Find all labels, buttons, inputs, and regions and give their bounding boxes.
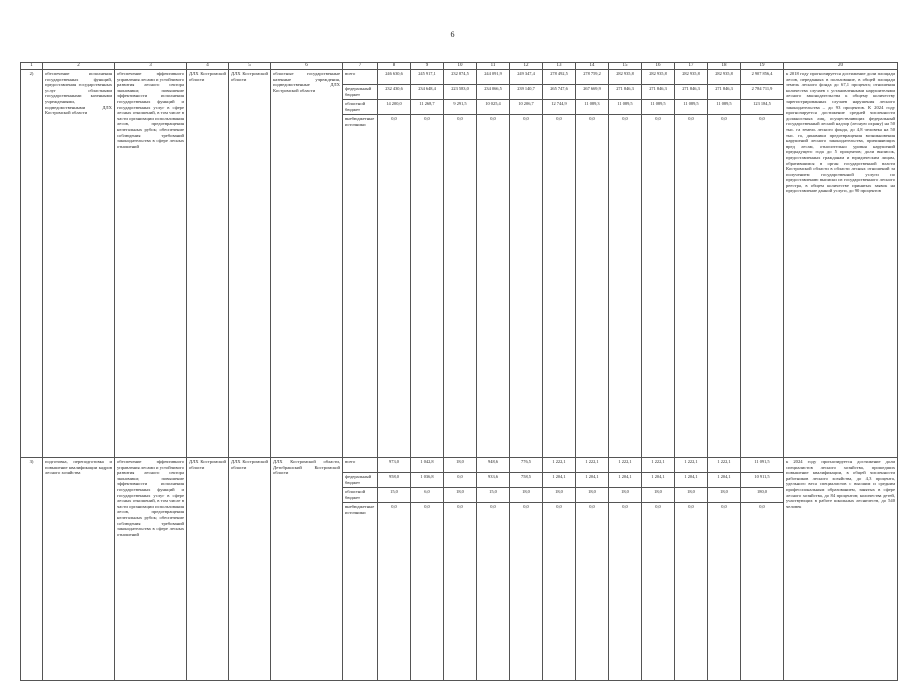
funding-value: 234 066,5 bbox=[477, 85, 510, 100]
column-number: 16 bbox=[642, 63, 675, 70]
funding-value: 776,5 bbox=[510, 458, 543, 473]
funding-value: 958,0 bbox=[378, 473, 411, 488]
funding-value: 1 204,1 bbox=[543, 473, 576, 488]
column-number: 12 bbox=[510, 63, 543, 70]
funding-value: 1 042,8 bbox=[411, 458, 444, 473]
funding-value: 14 200,0 bbox=[378, 100, 411, 115]
funding-source: внебюджетные источники bbox=[343, 115, 378, 458]
program-table bbox=[20, 62, 898, 681]
funding-value: 11 091,5 bbox=[741, 458, 784, 473]
funding-value: 0,0 bbox=[675, 503, 708, 681]
funding-source: всего bbox=[343, 458, 378, 473]
funding-value: 0,0 bbox=[477, 115, 510, 458]
funding-value: 18,0 bbox=[708, 488, 741, 503]
funding-value: 0,0 bbox=[609, 503, 642, 681]
measure-goal: обеспечение эффективного управления лесами и устойчивого развития лесного сектора экономики; повышение эффективности исполнения государственных функций и государственных услуг в сфере лесных отношений, в том числе в части организации использования лесов, предотвращения нелегальных рубок; обеспечение соблюдения требований законодательства в сфере лесных отношений bbox=[115, 458, 187, 681]
funding-value: 11 089,5 bbox=[708, 100, 741, 115]
funding-value: 1 204,1 bbox=[708, 473, 741, 488]
funding-value: 15,0 bbox=[378, 488, 411, 503]
column-number: 7 bbox=[343, 63, 378, 70]
funding-value: 278 759,2 bbox=[576, 70, 609, 85]
funding-source: федеральный бюджет bbox=[343, 85, 378, 100]
column-number: 3 bbox=[115, 63, 187, 70]
funding-value: 9 291,5 bbox=[444, 100, 477, 115]
funding-value: 0,0 bbox=[543, 503, 576, 681]
column-number: 4 bbox=[187, 63, 229, 70]
page-number: 6 bbox=[450, 30, 455, 39]
funding-value: 180,0 bbox=[741, 488, 784, 503]
funding-value: 18,0 bbox=[543, 488, 576, 503]
funding-value: 0,0 bbox=[510, 503, 543, 681]
funding-value: 11 089,5 bbox=[609, 100, 642, 115]
column-number: 9 bbox=[411, 63, 444, 70]
funding-value: 1 222,1 bbox=[576, 458, 609, 473]
measure-goal: обеспечение эффективного управления лесами и устойчивого развития лесного сектора экономики; повышение эффективности исполнения государственных функций и государственных услуг в сфере лесных отношений, в том числе в части организации использования лесов, предотвращения нелегальных рубок; обеспечение соблюдения требований законодательства в сфере лесных отношений bbox=[115, 70, 187, 458]
row-number: 3) bbox=[21, 458, 43, 681]
funding-value: 244 091,9 bbox=[477, 70, 510, 85]
funding-source: всего bbox=[343, 70, 378, 85]
funding-value: 1 204,1 bbox=[609, 473, 642, 488]
funding-value: 0,0 bbox=[576, 503, 609, 681]
funding-value: 11 089,5 bbox=[675, 100, 708, 115]
funding-value: 1 204,1 bbox=[642, 473, 675, 488]
funding-value: 0,0 bbox=[741, 115, 784, 458]
funding-value: 232 874,5 bbox=[444, 70, 477, 85]
funding-value: 2 784 711,9 bbox=[741, 85, 784, 100]
column-number: 15 bbox=[609, 63, 642, 70]
funding-value: 0,0 bbox=[741, 503, 784, 681]
funding-value: 0,0 bbox=[411, 115, 444, 458]
funding-value: 11 089,3 bbox=[576, 100, 609, 115]
funding-value: 0,0 bbox=[444, 473, 477, 488]
funding-source: внебюджетные источники bbox=[343, 503, 378, 681]
column-number: 1 bbox=[21, 63, 43, 70]
funding-value: 18,0 bbox=[642, 488, 675, 503]
column-number: 13 bbox=[543, 63, 576, 70]
funding-value: 1 222,1 bbox=[609, 458, 642, 473]
funding-value: 0,0 bbox=[477, 503, 510, 681]
state-customer: ДЛХ Костромской области bbox=[187, 70, 229, 458]
funding-value: 18,0 bbox=[609, 488, 642, 503]
funding-value: 282 935,8 bbox=[675, 70, 708, 85]
column-number: 8 bbox=[378, 63, 411, 70]
funding-value: 249 347,4 bbox=[510, 70, 543, 85]
responsible-executor: ДЛХ Костромской области bbox=[229, 70, 271, 458]
funding-value: 18,0 bbox=[675, 488, 708, 503]
funding-value: 758,5 bbox=[510, 473, 543, 488]
funding-value: 1 204,1 bbox=[576, 473, 609, 488]
funding-value: 2 907 856,4 bbox=[741, 70, 784, 85]
funding-value: 0,0 bbox=[642, 115, 675, 458]
responsible-executor: ДЛХ Костромской области bbox=[229, 458, 271, 681]
funding-value: 6,0 bbox=[411, 488, 444, 503]
funding-value: 0,0 bbox=[642, 503, 675, 681]
expected-result: к 2024 году прогнозируется достижение доли специалистов лесного хозяйства, прошедших повышение квалификации, в общей численности работников лесного хозяйства, до 4,3 процента, удельного веса специалистов с высшим и средним профессиональным образованием, занятых в сфере лесного хозяйства, до 84 процентов; количества детей, участвующих в работе школьных лесничеств, до 540 человек bbox=[784, 458, 898, 681]
funding-value: 11 089,5 bbox=[642, 100, 675, 115]
funding-value: 1 222,1 bbox=[543, 458, 576, 473]
funding-value: 10 911,5 bbox=[741, 473, 784, 488]
funding-value: 282 935,8 bbox=[609, 70, 642, 85]
funding-value: 0,0 bbox=[675, 115, 708, 458]
funding-value: 1 204,1 bbox=[675, 473, 708, 488]
column-number: 17 bbox=[675, 63, 708, 70]
measure-name: обеспечение исполнения государственных функций, предоставления государственных услуг областными государственными казенными учреждениями, подведомственными ДЛХ Костромской области bbox=[43, 70, 115, 458]
column-number-row bbox=[21, 63, 898, 70]
funding-value: 271 846,3 bbox=[609, 85, 642, 100]
column-number: 18 bbox=[708, 63, 741, 70]
funding-source: областной бюджет bbox=[343, 100, 378, 115]
participants: областные государственные казенные учреждения, подведомственные ДЛХ Костромской области bbox=[271, 70, 343, 458]
funding-value: 10 025,4 bbox=[477, 100, 510, 115]
funding-value: 18,0 bbox=[576, 488, 609, 503]
column-number: 6 bbox=[271, 63, 343, 70]
row-number: 2) bbox=[21, 70, 43, 458]
funding-value: 0,0 bbox=[444, 115, 477, 458]
funding-value: 18,0 bbox=[444, 458, 477, 473]
expected-result: к 2018 году прогнозируется достижение доли площади лесов, переданных в пользование, в общей площади земель лесного фонда до 67,1 процента; отношения количества случаев с установленными нарушителями лесного законодательства к общему количеству зарегистрированных случаев нарушения лесного законодательства – до 93 процентов. К 2024 году прогнозируется достижение средней численности должностных лиц, осуществляющих федеральный государственный лесной надзор (лесную охрану) на 50 тыс. га земель лесного фонда, до 4,8 человека на 50 тыс. га, динамики предотвращения возникновения нарушений лесного законодательства, причиняющих вред лесам, относительно уровня нарушений предыдущего года до 5 процентов; доли выписок, предоставленных гражданам и юридическим лицам, обратившимся в орган государственной власти Костромской области в области лесных отношений за получением государственной услуги по предоставлению выписки из государственного лесного реестра, в общем количестве принятых заявок на предоставление данной услуги, до 90 процентов bbox=[784, 70, 898, 458]
funding-source: федеральный бюджет bbox=[343, 473, 378, 488]
funding-value: 10 206,7 bbox=[510, 100, 543, 115]
funding-value: 1 222,1 bbox=[675, 458, 708, 473]
funding-value: 1 222,1 bbox=[642, 458, 675, 473]
funding-value: 933,6 bbox=[477, 473, 510, 488]
funding-value: 0,0 bbox=[510, 115, 543, 458]
funding-value: 12 744,9 bbox=[543, 100, 576, 115]
funding-value: 18,0 bbox=[510, 488, 543, 503]
funding-value: 0,0 bbox=[576, 115, 609, 458]
column-number: 14 bbox=[576, 63, 609, 70]
funding-value: 223 583,0 bbox=[444, 85, 477, 100]
state-customer: ДЛХ Костромской области bbox=[187, 458, 229, 681]
table-row bbox=[21, 70, 898, 85]
funding-value: 0,0 bbox=[378, 115, 411, 458]
funding-value: 15,0 bbox=[477, 488, 510, 503]
funding-value: 271 846,3 bbox=[708, 85, 741, 100]
funding-value: 948,6 bbox=[477, 458, 510, 473]
column-number: 10 bbox=[444, 63, 477, 70]
funding-value: 239 140,7 bbox=[510, 85, 543, 100]
column-number: 5 bbox=[229, 63, 271, 70]
funding-value: 11 268,7 bbox=[411, 100, 444, 115]
funding-value: 0,0 bbox=[708, 115, 741, 458]
funding-value: 246 630,6 bbox=[378, 70, 411, 85]
funding-value: 265 747,6 bbox=[543, 85, 576, 100]
funding-value: 267 669,9 bbox=[576, 85, 609, 100]
measure-name: подготовка, переподготовка и повышение квалификации кадров лесного хозяйства bbox=[43, 458, 115, 681]
funding-value: 0,0 bbox=[411, 503, 444, 681]
funding-value: 271 846,3 bbox=[675, 85, 708, 100]
funding-value: 0,0 bbox=[708, 503, 741, 681]
participants: ДЛХ Костромской области, Детобрашский Костромской области bbox=[271, 458, 343, 681]
column-number: 19 bbox=[741, 63, 784, 70]
funding-source: областной бюджет bbox=[343, 488, 378, 503]
funding-value: 973,0 bbox=[378, 458, 411, 473]
funding-value: 1 036,8 bbox=[411, 473, 444, 488]
funding-value: 0,0 bbox=[444, 503, 477, 681]
funding-value: 271 846,3 bbox=[642, 85, 675, 100]
funding-value: 0,0 bbox=[543, 115, 576, 458]
funding-value: 0,0 bbox=[378, 503, 411, 681]
funding-value: 123 184,5 bbox=[741, 100, 784, 115]
column-number: 2 bbox=[43, 63, 115, 70]
funding-value: 0,0 bbox=[609, 115, 642, 458]
funding-value: 278 492,5 bbox=[543, 70, 576, 85]
funding-value: 282 935,8 bbox=[708, 70, 741, 85]
table-row bbox=[21, 458, 898, 473]
funding-value: 232 430,6 bbox=[378, 85, 411, 100]
column-number: 20 bbox=[784, 63, 898, 70]
funding-value: 245 917,1 bbox=[411, 70, 444, 85]
funding-value: 282 935,8 bbox=[642, 70, 675, 85]
column-number: 11 bbox=[477, 63, 510, 70]
funding-value: 18,0 bbox=[444, 488, 477, 503]
funding-value: 234 648,4 bbox=[411, 85, 444, 100]
funding-value: 1 222,1 bbox=[708, 458, 741, 473]
